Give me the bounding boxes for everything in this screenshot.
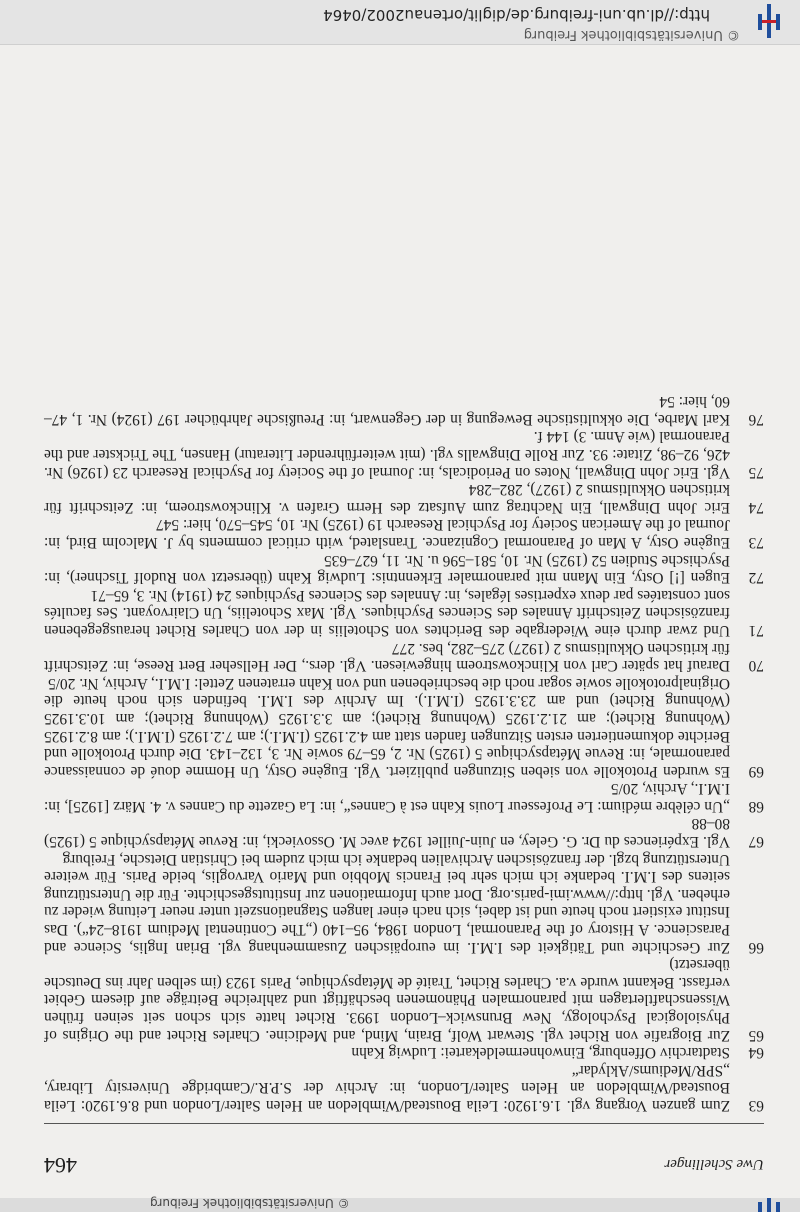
footnote-number: 67	[748, 833, 764, 851]
header-rule	[44, 1123, 764, 1124]
footnote	[44, 551, 764, 586]
footnote	[44, 516, 764, 551]
footnote	[44, 780, 764, 815]
top-banner-text	[0, 0, 800, 44]
footnote-number: 68	[748, 797, 764, 815]
footnote-number: 69	[748, 762, 764, 780]
footnote	[44, 393, 764, 428]
footnote-text: Zur Geschichte und Tätigkeit des I.M.I. im europäischen Zusammenhang vgl. Brian Inglis, Science and Parascience. A History of the Paranormal, London 1984, 95–140 („The Continental Medium 1918–24“). Das Institut existiert noch heute und ist dabei, sich nach einer langen Stagnationszeit unter neuer Leitung wieder zu erheben. Vgl. http://www.imi-paris.org. Dort auch Informationen zur Institutsgeschichte. Für die Unterstützung seitens des I.M.I. bedanke ich mich sehr bei Francis Mobbio und Mario Varvoglis, beide Paris. Für weitere Unterstützung bzgl. der französischen Archivalien bedanke ich mich zudem bei Christian Dietsche, Freiburg	[44, 850, 730, 956]
footnote-text: Vgl. Eric John Dingwall, Notes on Periodicals, in: Journal of the Society for Psychical Research 23 (1926) Nr. 426, 92–98, Zitate: 93. Zur Rolle Dingwalls vgl. (mit weiterführender Literatur) Hansen, The Trickster and the Paranormal (wie Anm. 3) 144 f.	[44, 428, 730, 481]
institution-credit: © Universitätsbibliothek Freiburg	[523, 27, 740, 42]
footnote	[44, 639, 764, 674]
footnote	[44, 481, 764, 516]
footnote-number: 70	[748, 657, 764, 675]
footnote	[44, 586, 764, 639]
footnote-text: „Un célèbre médium: Le Professeur Louis Kahn est à Cannes“, in: La Gazette du Cannes v. 4. März [1925], in: I.M.I., Archiv, 20/5	[44, 780, 730, 815]
footnote-number: 64	[748, 1044, 764, 1062]
footnote-number: 66	[748, 938, 764, 956]
running-head-author: Uwe Schellinger	[664, 1156, 764, 1172]
footnote-text: Zur Biografie von Richet vgl. Stewart Wolf, Brain, Mind, and Medicine. Charles Richet and the Origins of Physiological Psychology, New Brunswick–London 1993. Richet hatte sich schon seit seinen frühen Wissenschaftlertagen mit paranormalen Phänomenen beschäftigt und zahlreiche Beiträge auf diesem Gebiet verfasst. Bekannt wurde v.a. Charles Richet, Traité de Métapsychique, Paris 1923 (im selben Jahr ins Deutsche übersetzt)	[44, 956, 730, 1044]
footnote-number: 63	[748, 1097, 764, 1114]
footnote	[44, 956, 764, 1044]
rotated-document-page	[0, 44, 800, 1198]
footnote-text: Und zwar durch eine Wiedergabe des Berichtes von Schoteliis in der von Charles Richet herausgegebenen französischen Zeitschrift Annales des Sciences Psychiques. Vgl. Max Schoteliis, Un Clairvoyant. Ses facultés sont constatées par deux expertises légales, in: Annales des Sciences Psychiques 24 (1914) Nr. 3, 65–71	[44, 586, 730, 639]
footnote-number: 76	[748, 410, 764, 428]
footnote	[44, 850, 764, 956]
footnote	[44, 674, 764, 780]
footnote-number: 72	[748, 569, 764, 587]
footnote-text: Stadtarchiv Offenburg, Einwohnermeldekartei: Ludwig Kahn	[351, 1044, 730, 1062]
footnote	[44, 428, 764, 481]
footnote-text: Darauf hat später Carl von Klinckowstroem hingewiesen. Vgl. ders., Der Hellseher Bert Reese, in: Zeitschrift für kritischen Okkultismus 2 (1927) 275–282, bes. 277	[44, 639, 730, 675]
page-header	[44, 1128, 764, 1178]
footnote	[44, 815, 764, 850]
source-url[interactable]: http://dl.ub.uni-freiburg.de/diglit/ortenau2002/0464	[323, 6, 710, 24]
footnote-text: Eugène Osty, A Man of Paranormal Cognizance. Translated, with critical comments by J. Malcolm Bird, in: Journal of the American Society for Psychical Research 19 (1925) Nr. 10, 545–570, hier: 547	[44, 516, 730, 551]
footnote-text: Eugen [!] Osty, Ein Mann mit paranormaler Erkenntnis: Ludwig Kahn (übersetzt von Rudolf Tischner), in: Psychische Studien 52 (1925) Nr. 10, 581–596 u. Nr. 11, 627–635	[44, 551, 730, 587]
footnote-text: Vgl. Expériences du Dr. G. Geley, en Juin-Juillet 1924 avec M. Ossoviecki, in: Revue Métapsychique 5 (1925) 80–88	[44, 815, 730, 851]
footnote-text: Zum ganzen Vorgang vgl. 1.6.1920: Leila Boustead/Wimbledon an Helen Salter/London und 8.6.1920: Leila Boustead/Wimbledon an Helen Salter/London, in: Archiv der S.P.R./Cambridge University Library, „SPR/Mediums/Aklydar“	[44, 1061, 730, 1114]
footnote	[44, 1044, 764, 1062]
footnote	[44, 1061, 764, 1114]
footnote-text: Eric John Dingwall, Ein Nachtrag zum Aufsatz des Herrn Grafen v. Klinckowstroem, in: Zeitschrift für kritischen Okkultismus 2 (1927), 282–284	[44, 481, 730, 516]
bottom-banner	[0, 1198, 800, 1212]
footnote-number: 71	[748, 621, 764, 639]
footnote-text: Karl Marbe, Die okkultistische Bewegung in der Gegenwart, in: Preußische Jahrbücher 197 (1924) Nr. 1, 47–60, hier: 54	[44, 393, 730, 428]
footnote-number: 74	[748, 498, 764, 516]
page-number: 464	[44, 1153, 77, 1178]
footnotes	[44, 393, 764, 1114]
institution-credit-footer: © Universitätsbibliothek Freiburg	[150, 1196, 350, 1210]
university-logo-icon	[752, 1198, 786, 1212]
footnote-number: 73	[748, 534, 764, 551]
footnote-number: 65	[748, 1026, 764, 1044]
footnote-number: 75	[748, 463, 764, 481]
footnote-text: Es wurden Protokolle von sieben Sitzungen publiziert. Vgl. Eugène Osty, Un Homme doué de connaissance paranormale, in: Revue Métapsychique 5 (1925) Nr. 2, 65–79 sowie Nr. 3, 132–143. Die durch Protokolle und Berichte dokumentierten ersten Sitzungen fanden statt am 4.2.1925 (I.M.I.); am 7.2.1925 (I.M.I.); am 8.2.1925 (Wohnung Richet); am 21.2.1925 (Wohnung Richet); am 3.3.1925 (Wohnung Richet); am 10.3.1925 (Wohnung Richet) und am 23.3.1925 (I.M.I.). Im Archiv des I.M.I. befinden sich noch heute die Originalprotokolle sowie sogar noch die beschriebenen und von Kahn erratenen Zettel: I.M.I., Archiv, Nr. 20/5	[44, 674, 730, 780]
